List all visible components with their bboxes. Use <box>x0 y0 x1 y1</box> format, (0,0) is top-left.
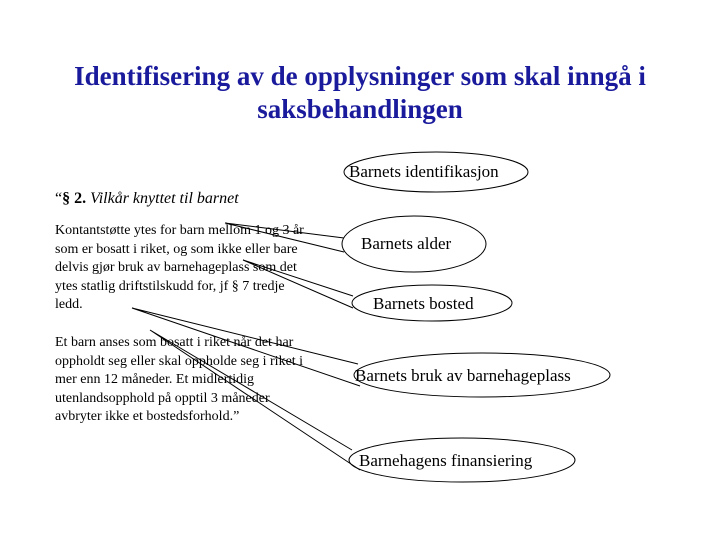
callout-identification: Barnets identifikasjon <box>349 162 499 181</box>
paragraph-1: Kontantstøtte ytes for barn mellom 1 og 3 år som er bosatt i riket, og som ikke eller bare delvis gjør bruk av barnehageplass som det ytes statlig driftstilskudd for, jf § 7 tredje ledd. <box>55 223 304 312</box>
callout-pointer-kindergarten-use <box>132 308 360 386</box>
callout-financing: Barnehagens finansiering <box>359 451 533 470</box>
paragraph-2: Et barn anses som bosatt i riket når det har oppholdt seg eller skal oppholde seg i riket i mer enn 12 måneder. Et midlertidig utenlandsopphold på opptil 3 måneder avbryter ikke et bostedsforhold.” <box>55 335 304 424</box>
callout-pointer-financing <box>150 330 360 470</box>
section-title: Vilkår knyttet til barnet <box>90 190 239 207</box>
callout-residence: Barnets bosted <box>373 294 474 313</box>
callout-kindergarten-use: Barnets bruk av barnehageplass <box>355 366 571 385</box>
callout-pointer-residence <box>243 260 353 308</box>
slide-title: Identifisering av de opplysninger som skal inngå i saksbehandlingen <box>74 61 646 124</box>
callout-pointer-age <box>225 223 344 252</box>
section-number: § 2. <box>62 190 87 207</box>
callout-age: Barnets alder <box>361 234 452 253</box>
open-quote: “ <box>55 190 63 207</box>
